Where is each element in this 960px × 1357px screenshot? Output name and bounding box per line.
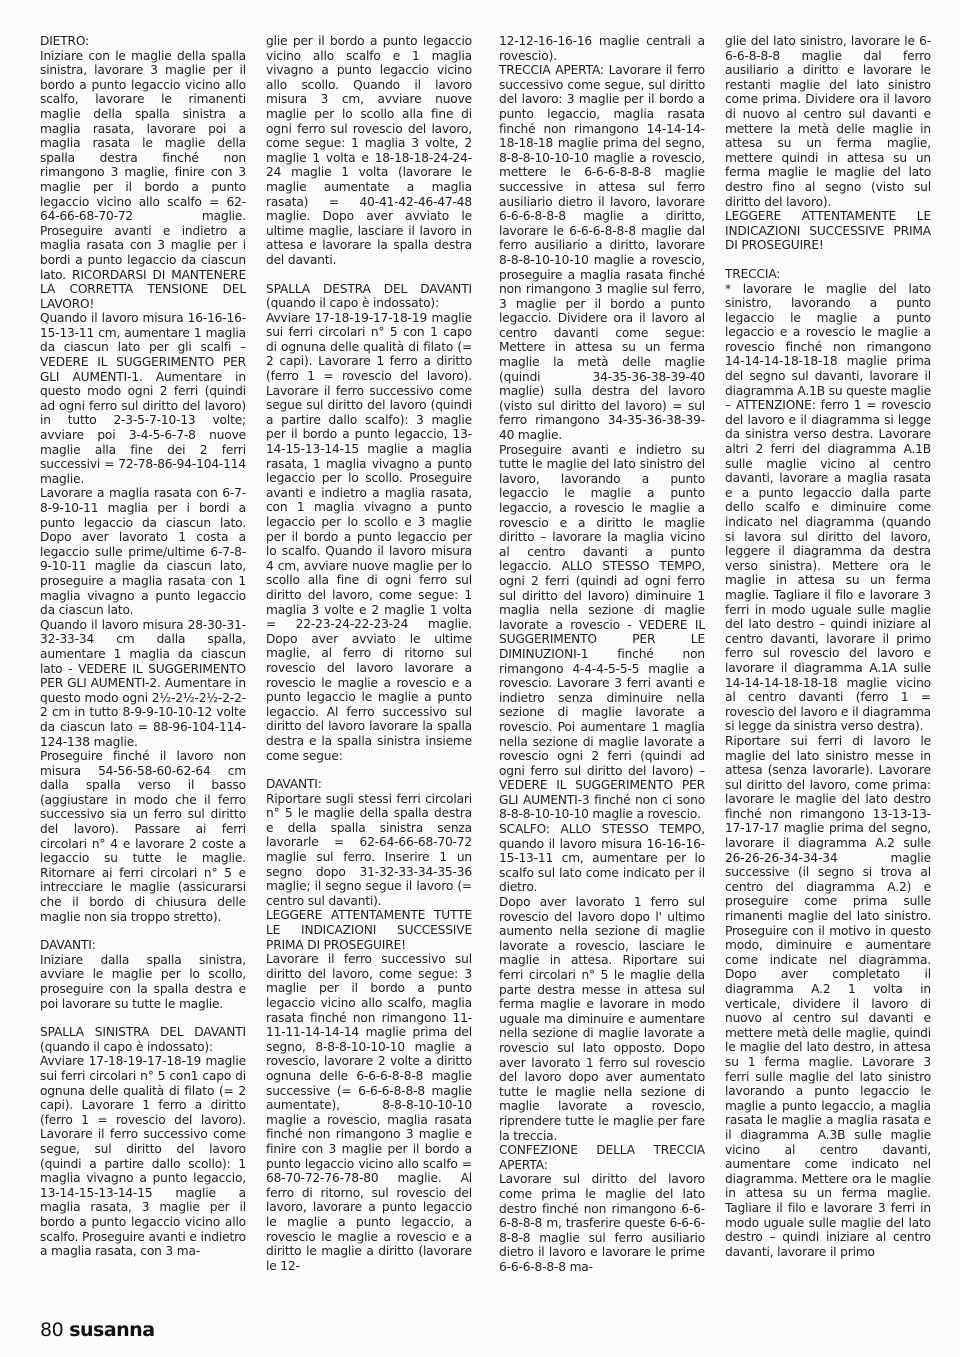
- paragraph-gap: [40, 924, 246, 938]
- paragraph: Proseguire avanti e indietro su tutte le maglie del lato sinistro del lavoro, lavorando a punto legaccio le maglie a punto legaccio, a rovescio le maglie a rovescio e a diritto le maglie diritto – lavorare la maglia vicino al centro davanti a punto legaccio. ALLO STESSO TEMPO, ogni 2 ferri (quindi ad ogni ferro sul diritto del lavoro) diminuire 1 maglia nella sezione di maglie lavorate a rovescio - VEDERE IL SUGGERIMENTO PER LE DIMINUZIONI-1 finché non rimangono 4-4-4-5-5-5 maglie a rovescio. Lavorare 3 ferri avanti e indietro senza diminuire nella sezione di maglie lavorate a rovescio. Poi aumentare 1 maglia nella sezione di maglie lavorate a rovescio ogni 2 ferri (quindi ad ogni ferro sul diritto del lavoro) – VEDERE IL SUGGERIMENTO PER GLI AUMENTI-3 finché non ci sono 8-8-8-10-10-10 maglie a rovescio.: [499, 442, 709, 822]
- paragraph: SPALLA SINISTRA DEL DAVANTI (quando il capo è indossato):: [40, 1025, 250, 1054]
- paragraph: CONFEZIONE DELLA TRECCIA APERTA:: [499, 1143, 709, 1172]
- paragraph: DAVANTI:: [266, 777, 322, 792]
- paragraph: Avviare 17-18-19-17-18-19 maglie sui ferri circolari n° 5 con 1 capo di ognuna delle qualità di filato (= 2 capi). Lavorare 1 ferro a diritto (ferro 1 = rovescio del lavoro). Lavorare il ferro successivo come segue sul diritto del lavoro (quindi a partire dallo scalfo): 3 maglie per il bordo a punto legaccio, 13-14-15-13-14-15 maglie a maglia rasata, 1 maglia vivagno a punto legaccio per lo scollo. Proseguire avanti e indietro a maglia rasata, con 1 maglia vivagno a punto legaccio per lo scollo e 3 maglie per il bordo a punto legaccio per lo scalfo. Quando il lavoro misura 4 cm, avviare nuove maglie per lo scollo alla fine di ogni ferro sul diritto del lavoro, come segue: 1 maglia 3 volte e 2 maglie 1 volta = 22-23-24-22-23-24 maglie. Dopo aver avviato le ultime maglie, al ferro di ritorno sul rovescio del lavoro lavorare a rovescio le maglie a rovescio e a punto legaccio le maglie a punto legaccio. Al ferro successivo sul diritto del lavoro lavorare la spalla destra e la spalla sinistra insieme come segue:: [266, 310, 476, 763]
- paragraph-gap: [266, 268, 472, 282]
- paragraph: Quando il lavoro misura 16-16-16-15-13-11 cm, aumentare 1 maglia da ciascun lato per gli scalfi – VEDERE IL SUGGERIMENTO PER GLI AUMENTI-1. Aumentare in questo modo ogni 2 ferri (quindi ad ogni ferro sul diritto del lavoro) in tutto 2-3-5-7-10-13 volte; avviare poi 3-4-5-6-7-8 nuove maglie alla fine dei 2 ferri successivi = 72-78-86-94-104-114 maglie.: [40, 311, 250, 486]
- text-column-3: [499, 34, 709, 1309]
- page-number: 80: [40, 1319, 64, 1341]
- paragraph: Riportare sugli stessi ferri circolari n° 5 le maglie della spalla destra e della spalla sinistra senza lavorarle = 62-64-66-68-70-72 maglie sul ferro. Inserire 1 un segno dopo 31-32-33-34-35-36 maglie; il segno segue il lavoro (= centro sul davanti).: [266, 791, 476, 908]
- paragraph-gap: [40, 1011, 246, 1025]
- magazine-name: susanna: [69, 1319, 155, 1341]
- paragraph: LEGGERE ATTENTAMENTE TUTTE LE INDICAZIONI SUCCESSIVE PRIMA DI PROSEGUIRE!: [266, 908, 476, 952]
- paragraph: SPALLA DESTRA DEL DAVANTI (quando il capo è indossato):: [266, 281, 476, 311]
- paragraph: TRECCIA:: [725, 266, 781, 281]
- paragraph: Quando il lavoro misura 28-30-31-32-33-34 cm dalla spalla, aumentare 1 maglia da ciascun lato - VEDERE IL SUGGERIMENTO PER GLI AUMENTI-2. Aumentare in questo modo ogni 2½-2½-2½-2-2-2 cm in tutto 8-9-9-10-10-12 volte da ciascun lato = 88-96-104-114-124-138 maglie.: [40, 617, 250, 749]
- paragraph: Iniziare dalla spalla sinistra, avviare le maglie per lo scollo, proseguire con la spalla destra e poi lavorare su tutte le maglie.: [40, 952, 250, 1011]
- paragraph: Riportare sui ferri di lavoro le maglie del lato sinistro messe in attesa (senza lavorarle). Lavorare sul diritto del lavoro, come prima: lavorare le maglie del lato destro finché non rimangono 13-13-13-17-17-17 maglie prima del segno, lavorare il diagramma A.2 sulle 26-26-26-34-34-34 maglie successive (il segno si trova al centro del diagramma A.2) e proseguire come prima sulle rimanenti maglie del lato sinistro. Proseguire con il motivo in questo modo, diminuire e aumentare come indicate nel diagramma. Dopo aver completato il diagramma A.2 1 volta in verticale, dividere il lavoro di nuovo al centro sul davanti e mettere metà delle maglie, quindi le maglie del lato destro, in attesa su 1 ferma maglie. Lavorare 3 ferri sulle maglie del lato sinistro lavorando a punto legaccio le maglie a punto legaccio, a maglia rasata le maglie a maglia rasata e il diagramma A.3B sulle maglie vicino al centro davanti, aumentare come indicato nel diagramma. Mettere ora le maglie in attesa su un ferma maglie. Tagliare il filo e lavorare 3 ferri in modo uguale sulle maglie del lato destro – quindi iniziare al centro davanti, lavorare il primo: [725, 733, 935, 1259]
- paragraph: 12-12-16-16-16 maglie centrali a rovescio).: [499, 34, 709, 63]
- text-column-1: [40, 34, 250, 1309]
- paragraph: Lavorare a maglia rasata con 6-7-8-9-10-11 maglia per i bordi a punto legaccio da ciascun lato. Dopo aver lavorato 1 costa a legaccio sulle prime/ultime 6-7-8-9-10-11 maglie da ciascun lato, proseguire a maglia rasata con 1 maglia vivagno a punto legaccio da ciascun lato.: [40, 486, 250, 618]
- paragraph: * lavorare le maglie del lato sinistro, lavorando a punto legaccio le maglie a punto legaccio e a rovescio le maglie a rovescio finché non rimangono 14-14-14-18-18-18 maglie prima del segno sul davanti, lavorare il diagramma A.1B su queste maglie – ATTENZIONE: ferro 1 = rovescio del lavoro e il diagramma si legge da sinistra verso destra. Lavorare altri 2 ferri del diagramma A.1B sulle maglie vicino al centro davanti, lavorare a maglia rasata e a punto legaccio dalla parte dello scalfo e diminuire come indicato nel diagramma (quando si lavora sul diritto del lavoro, leggere il diagramma da destra verso sinistra). Mettere ora le maglie in attesa su un ferma maglie. Tagliare il filo e lavorare 3 ferri in modo uguale sulle maglie del lato destro – quindi iniziare al centro davanti, lavorare il primo ferro sul rovescio del lavoro e lavorare il diagramma A.1A sulle 14-14-14-18-18-18 maglie vicino al centro davanti (ferro 1 = rovescio del lavoro e il diagramma si legge da sinistra verso destra).: [725, 281, 935, 734]
- paragraph: DIETRO:: [40, 34, 90, 48]
- paragraph: LEGGERE ATTENTAMENTE LE INDICAZIONI SUCCESSIVE PRIMA DI PROSEGUIRE!: [725, 209, 935, 253]
- text-column-2: [266, 34, 476, 1309]
- paragraph: Avviare 17-18-19-17-18-19 maglie sui ferri circolari n° 5 con1 capo di ognuna delle qualità di filato (= 2 capi). Lavorare 1 ferro a diritto (ferro 1 = rovescio del lavoro). Lavorare il ferro successivo come segue, sul diritto del lavoro (quindi a partire dallo scollo): 1 maglia vivagno a punto legaccio, 13-14-15-13-14-15 maglie a maglia rasata, 3 maglie per il bordo a punto legaccio vicino allo scalfo. Proseguire avanti e indietro a maglia rasata, con 3 ma-: [40, 1054, 250, 1259]
- paragraph: Proseguire finché il lavoro non misura 54-56-58-60-62-64 cm dalla spalla verso il basso (aggiustare in modo che il ferro successivo sia un ferro sul diritto del lavoro). Passare ai ferri circolari n° 4 e lavorare 2 coste a legaccio su tutte le maglie. Ritornare ai ferri circolari n° 5 e intrecciare le maglie (assicurarsi che il bordo di chiusura delle maglie non sia troppo stretto).: [40, 749, 250, 924]
- paragraph: glie del lato sinistro, lavorare le 6-6-6-8-8-8 maglie dal ferro ausiliario a diritto e lavorare le restanti maglie del lato sinistro come prima. Dividere ora il lavoro di nuovo al centro sul davanti e mettere la metà delle maglie in attesa su un ferma maglie, mettere quindi in attesa su un ferma maglie le maglie del lato destro fino al segno (visto sul diritto del lavoro).: [725, 34, 935, 209]
- paragraph: Dopo aver lavorato 1 ferro sul rovescio del lavoro dopo l' ultimo aumento nella sezione di maglie lavorate a rovescio, lasciare le maglie in attesa. Riportare sui ferri circolari n° 5 le maglie della parte destra messe in attesa sul ferma maglie e lavorare in modo uguale ma diminuire e aumentare nella sezione di maglie lavorate a rovescio sul lato opposto. Dopo aver lavorato 1 ferro sul rovescio del lavoro dopo aver aumentato tutte le maglie nella sezione di maglie lavorate a rovescio, riprendere tutte le maglie per fare la treccia.: [499, 895, 709, 1143]
- paragraph: Lavorare sul diritto del lavoro come prima le maglie del lato destro finché non rimangono 6-6-6-8-8-8 m, trasferire queste 6-6-6-8-8-8 maglie sul ferro ausiliario dietro il lavoro e lavorare le prime 6-6-6-8-8-8 ma-: [499, 1172, 709, 1274]
- paragraph: glie per il bordo a punto legaccio vicino allo scalfo e 1 maglia vivagno a punto legaccio vicino allo scollo. Quando il lavoro misura 3 cm, avviare nuove maglie per lo scollo alla fine di ogni ferro sul rovescio del lavoro, come segue: 1 maglia 3 volte, 2 maglie 1 volta e 18-18-18-24-24-24 maglie 1 volta (lavorare le maglie aumentate a maglia rasata) = 40-41-42-46-47-48 maglie. Dopo aver avviato le ultime maglie, lasciare il lavoro in attesa e lavorare la spalla destra del davanti.: [266, 34, 476, 267]
- paragraph: DAVANTI:: [40, 938, 96, 953]
- paragraph-gap: [266, 763, 472, 777]
- text-column-4: [725, 34, 935, 1309]
- page-footer: [40, 1319, 155, 1341]
- paragraph-gap: [725, 253, 931, 267]
- paragraph: Lavorare il ferro successivo sul diritto del lavoro, come segue: 3 maglie per il bordo a punto legaccio vicino allo scalfo, maglia rasata finché non rimangono 11-11-11-14-14-14 maglie prima del segno, 8-8-8-10-10-10 maglie a rovescio, lavorare 2 volte a diritto ognuna delle 6-6-6-8-8-8 maglie successive (= 6-6-6-8-8-8 maglie aumentate), 8-8-8-10-10-10 maglie a rovescio, maglia rasata finché non rimangono 3 maglie e finire con 3 maglie per il bordo a punto legaccio vicino allo scalfo = 68-70-72-76-78-80 maglie. Al ferro di ritorno, sul rovescio del lavoro, lavorare a punto legaccio le maglie a punto legaccio, a rovescio le maglie a rovescio e a diritto le maglie a diritto (lavorare le 12-: [266, 952, 476, 1273]
- paragraph: Iniziare con le maglie della spalla sinistra, lavorare 3 maglie per il bordo a punto legaccio vicino allo scalfo, lavorare le rimanenti maglie della spalla sinistra a maglia rasata, lavorare poi a maglia rasata le maglie della spalla destra finché non rimangono 3 maglie, finire con 3 maglie per il bordo a punto legaccio vicino allo scalfo = 62-64-66-68-70-72 maglie. Proseguire avanti e indietro a maglia rasata con 3 maglie per i bordi a punto legaccio da ciascun lato. RICORDARSI DI MANTENERE LA CORRETTA TENSIONE DEL LAVORO!: [40, 48, 250, 311]
- paragraph: SCALFO: ALLO STESSO TEMPO, quando il lavoro misura 16-16-16-15-13-11 cm, aumentare per lo scalfo sul lato come indicato per il dietro.: [499, 822, 709, 895]
- paragraph: TRECCIA APERTA: Lavorare il ferro successivo come segue, sul diritto del lavoro: 3 maglie per il bordo a punto legaccio, maglia rasata finché non rimangono 14-14-14-18-18-18 maglie prima del segno, 8-8-8-10-10-10 maglie a rovescio, mettere le 6-6-6-8-8-8 maglie successive in attesa sul ferro ausiliario dietro il lavoro, lavorare 6-6-6-8-8-8 maglie a diritto, lavorare le 6-6-6-8-8-8 maglie dal ferro ausiliario a diritto, lavorare 8-8-8-10-10-10 maglie a rovescio, proseguire a maglia rasata finché non rimangono 3 maglie sul ferro, 3 maglie per il bordo a punto legaccio. Dividere ora il lavoro al centro davanti come segue: Mettere in attesa su un ferma maglie la metà delle maglie (quindi 34-35-36-38-39-40 maglie) sulla destra del lavoro (visto sul diritto del lavoro) = sul ferro rimangono 34-35-36-38-39-40 maglie.: [499, 63, 709, 443]
